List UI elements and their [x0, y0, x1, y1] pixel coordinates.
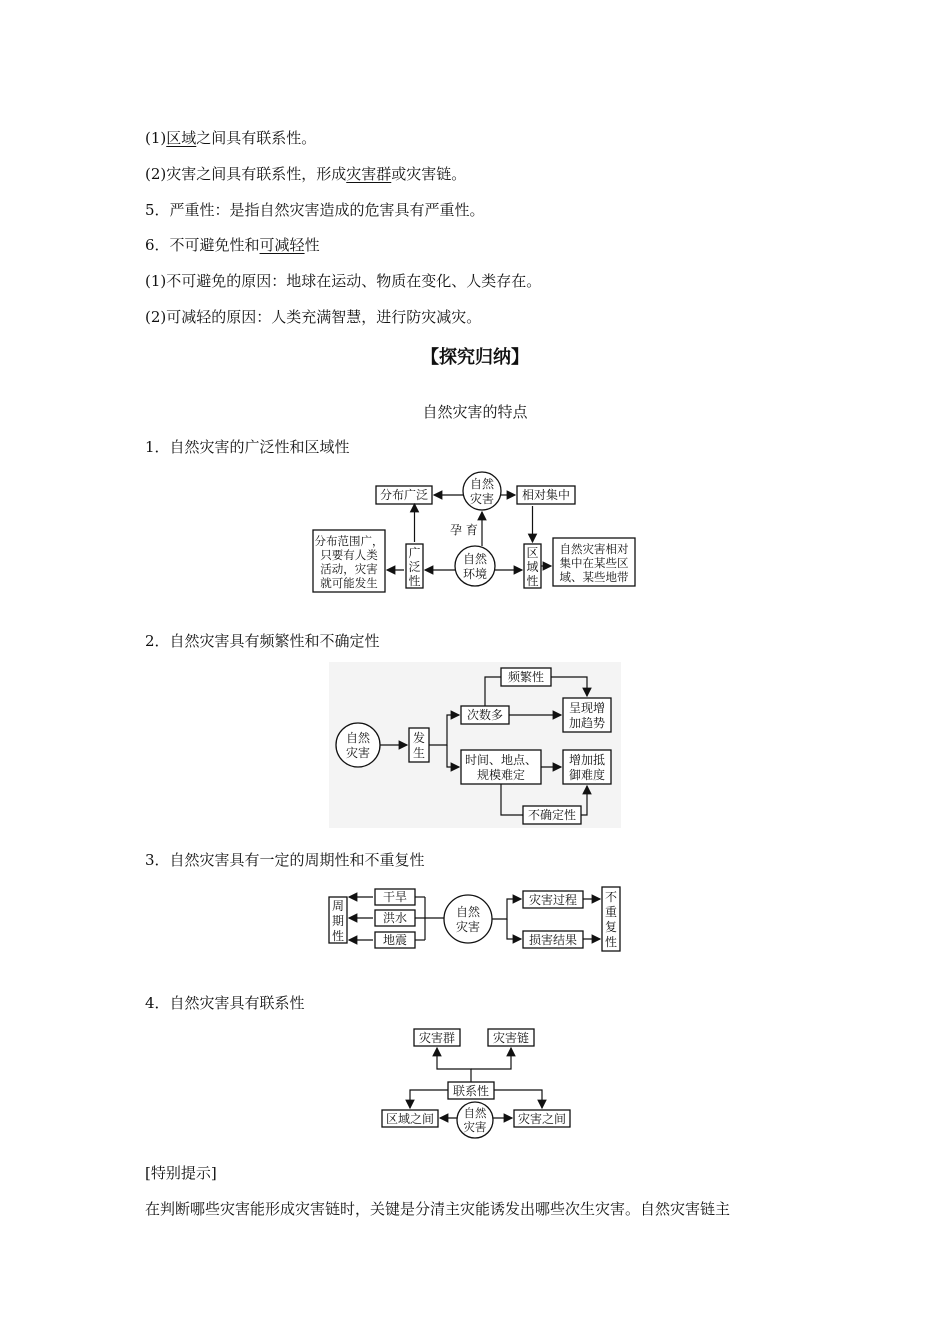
circle-disaster-2 — [336, 723, 380, 767]
underlined-term: 区域 — [166, 129, 197, 147]
special-tip-text: 在判断哪些灾害能形成灾害链时，关键是分清主灾能诱发出哪些次生灾害。自然灾害链主 — [145, 1200, 731, 1218]
label-env-2: 环境 — [462, 567, 488, 581]
label-def-1: 增加抵 — [568, 753, 606, 767]
label-earthquake: 地震 — [382, 933, 408, 947]
label-between-disasters: 灾害之间 — [517, 1112, 567, 1126]
label-frequency: 频繁性 — [507, 670, 545, 684]
text-wide-2: 只要有人类 — [320, 548, 378, 562]
label-tps-1: 时间、地点、 — [464, 753, 538, 767]
item-4-heading: 4．自然灾害具有联系性 — [145, 994, 305, 1012]
label-wide-distribution: 分布广泛 — [379, 488, 429, 502]
item-2-heading: 2．自然灾害具有频繁性和不确定性 — [145, 632, 380, 650]
circle-disaster-3 — [444, 895, 492, 943]
label-c2-1: 自然 — [345, 731, 371, 745]
special-tip-label: [特别提示] — [145, 1164, 217, 1182]
label-drought: 干旱 — [382, 890, 408, 904]
label-relatively-concentrated: 相对集中 — [521, 488, 571, 502]
text-wide-3: 活动，灾害 — [320, 562, 378, 576]
char-xing2: 性 — [526, 574, 539, 588]
label-between-regions: 区域之间 — [385, 1112, 435, 1126]
text-region-2: 集中在某些区 — [559, 556, 629, 570]
diagram-frequency-uncertainty — [329, 662, 621, 828]
text-wide-4: 就可能发生 — [320, 576, 378, 590]
text-line-region-link — [145, 128, 316, 148]
label-env-1: 自然 — [462, 552, 488, 566]
label-c2-2: 灾害 — [345, 746, 371, 760]
char-zhou: 周 — [331, 899, 345, 913]
label-many-times: 次数多 — [466, 708, 504, 722]
label-c4-1: 自然 — [463, 1106, 487, 1120]
section-subtitle: 自然灾害的特点 — [422, 403, 528, 421]
char-qi: 期 — [331, 914, 345, 928]
text-region-3: 域、某些地带 — [559, 570, 629, 584]
char-xing: 性 — [408, 574, 421, 588]
char-sheng: 生 — [412, 746, 426, 760]
label-disaster-group: 灾害群 — [418, 1031, 456, 1045]
label-natural: 自然 — [469, 477, 495, 491]
label-inc-2: 加趋势 — [568, 716, 606, 730]
diagram-breadth-regionality — [310, 468, 640, 598]
char-bu: 不 — [604, 890, 618, 904]
label-process: 灾害过程 — [528, 893, 578, 907]
line-suffix: 性 — [304, 236, 320, 254]
label-inc-1: 呈现增 — [568, 701, 606, 715]
underlined-term: 可减轻 — [259, 236, 305, 254]
char-yu: 域 — [526, 560, 539, 574]
label-flood: 洪水 — [382, 911, 408, 925]
diagram-periodicity-nonrepetition — [327, 883, 623, 955]
text-line-unavoidable-reason: (1)不可避免的原因：地球在运动、物质在变化、人类存在。 — [145, 272, 542, 290]
text-line-severity: 5．严重性：是指自然灾害造成的危害具有严重性。 — [145, 201, 485, 219]
char-xing4: 性 — [604, 935, 618, 949]
line-prefix: (1) — [145, 129, 167, 147]
line-prefix: (2)灾害之间具有联系性，形成 — [145, 165, 347, 183]
char-qu: 区 — [526, 546, 539, 560]
label-uncertainty: 不确定性 — [527, 808, 577, 822]
label-disaster: 灾害 — [469, 492, 495, 506]
label-nurture: 孕 育 — [450, 523, 478, 537]
label-tps-2: 规模难定 — [476, 768, 526, 782]
underlined-term: 灾害群 — [346, 165, 392, 183]
section-title: 【探究归纳】 — [421, 347, 529, 368]
line-prefix: 6．不可避免性和 — [145, 236, 260, 254]
item-3-heading: 3．自然灾害具有一定的周期性和不重复性 — [145, 851, 425, 869]
line-suffix: 之间具有联系性。 — [196, 129, 317, 147]
char-fa: 发 — [412, 731, 426, 745]
label-c3-1: 自然 — [455, 905, 481, 919]
char-guang: 广 — [408, 546, 421, 560]
label-c3-2: 灾害 — [455, 920, 481, 934]
label-interconnection: 联系性 — [452, 1084, 490, 1098]
char-xing3: 性 — [331, 929, 345, 943]
line-suffix: 或灾害链。 — [391, 165, 467, 183]
label-result: 损害结果 — [528, 933, 578, 947]
char-fu: 复 — [604, 920, 618, 934]
diagram-interconnection — [380, 1025, 574, 1139]
label-def-2: 御难度 — [568, 768, 606, 782]
item-1-heading: 1．自然灾害的广泛性和区域性 — [145, 438, 350, 456]
char-chong: 重 — [604, 905, 618, 919]
label-c4-2: 灾害 — [463, 1120, 487, 1134]
text-wide-1: 分布范围广， — [314, 534, 384, 548]
text-line-inevitability — [145, 235, 320, 255]
text-line-mitigable-reason: (2)可减轻的原因：人类充满智慧，进行防灾减灾。 — [145, 308, 482, 326]
label-disaster-chain: 灾害链 — [492, 1031, 530, 1045]
char-fan: 泛 — [408, 560, 421, 574]
text-line-disaster-link — [145, 164, 466, 184]
text-region-1: 自然灾害相对 — [559, 542, 629, 556]
